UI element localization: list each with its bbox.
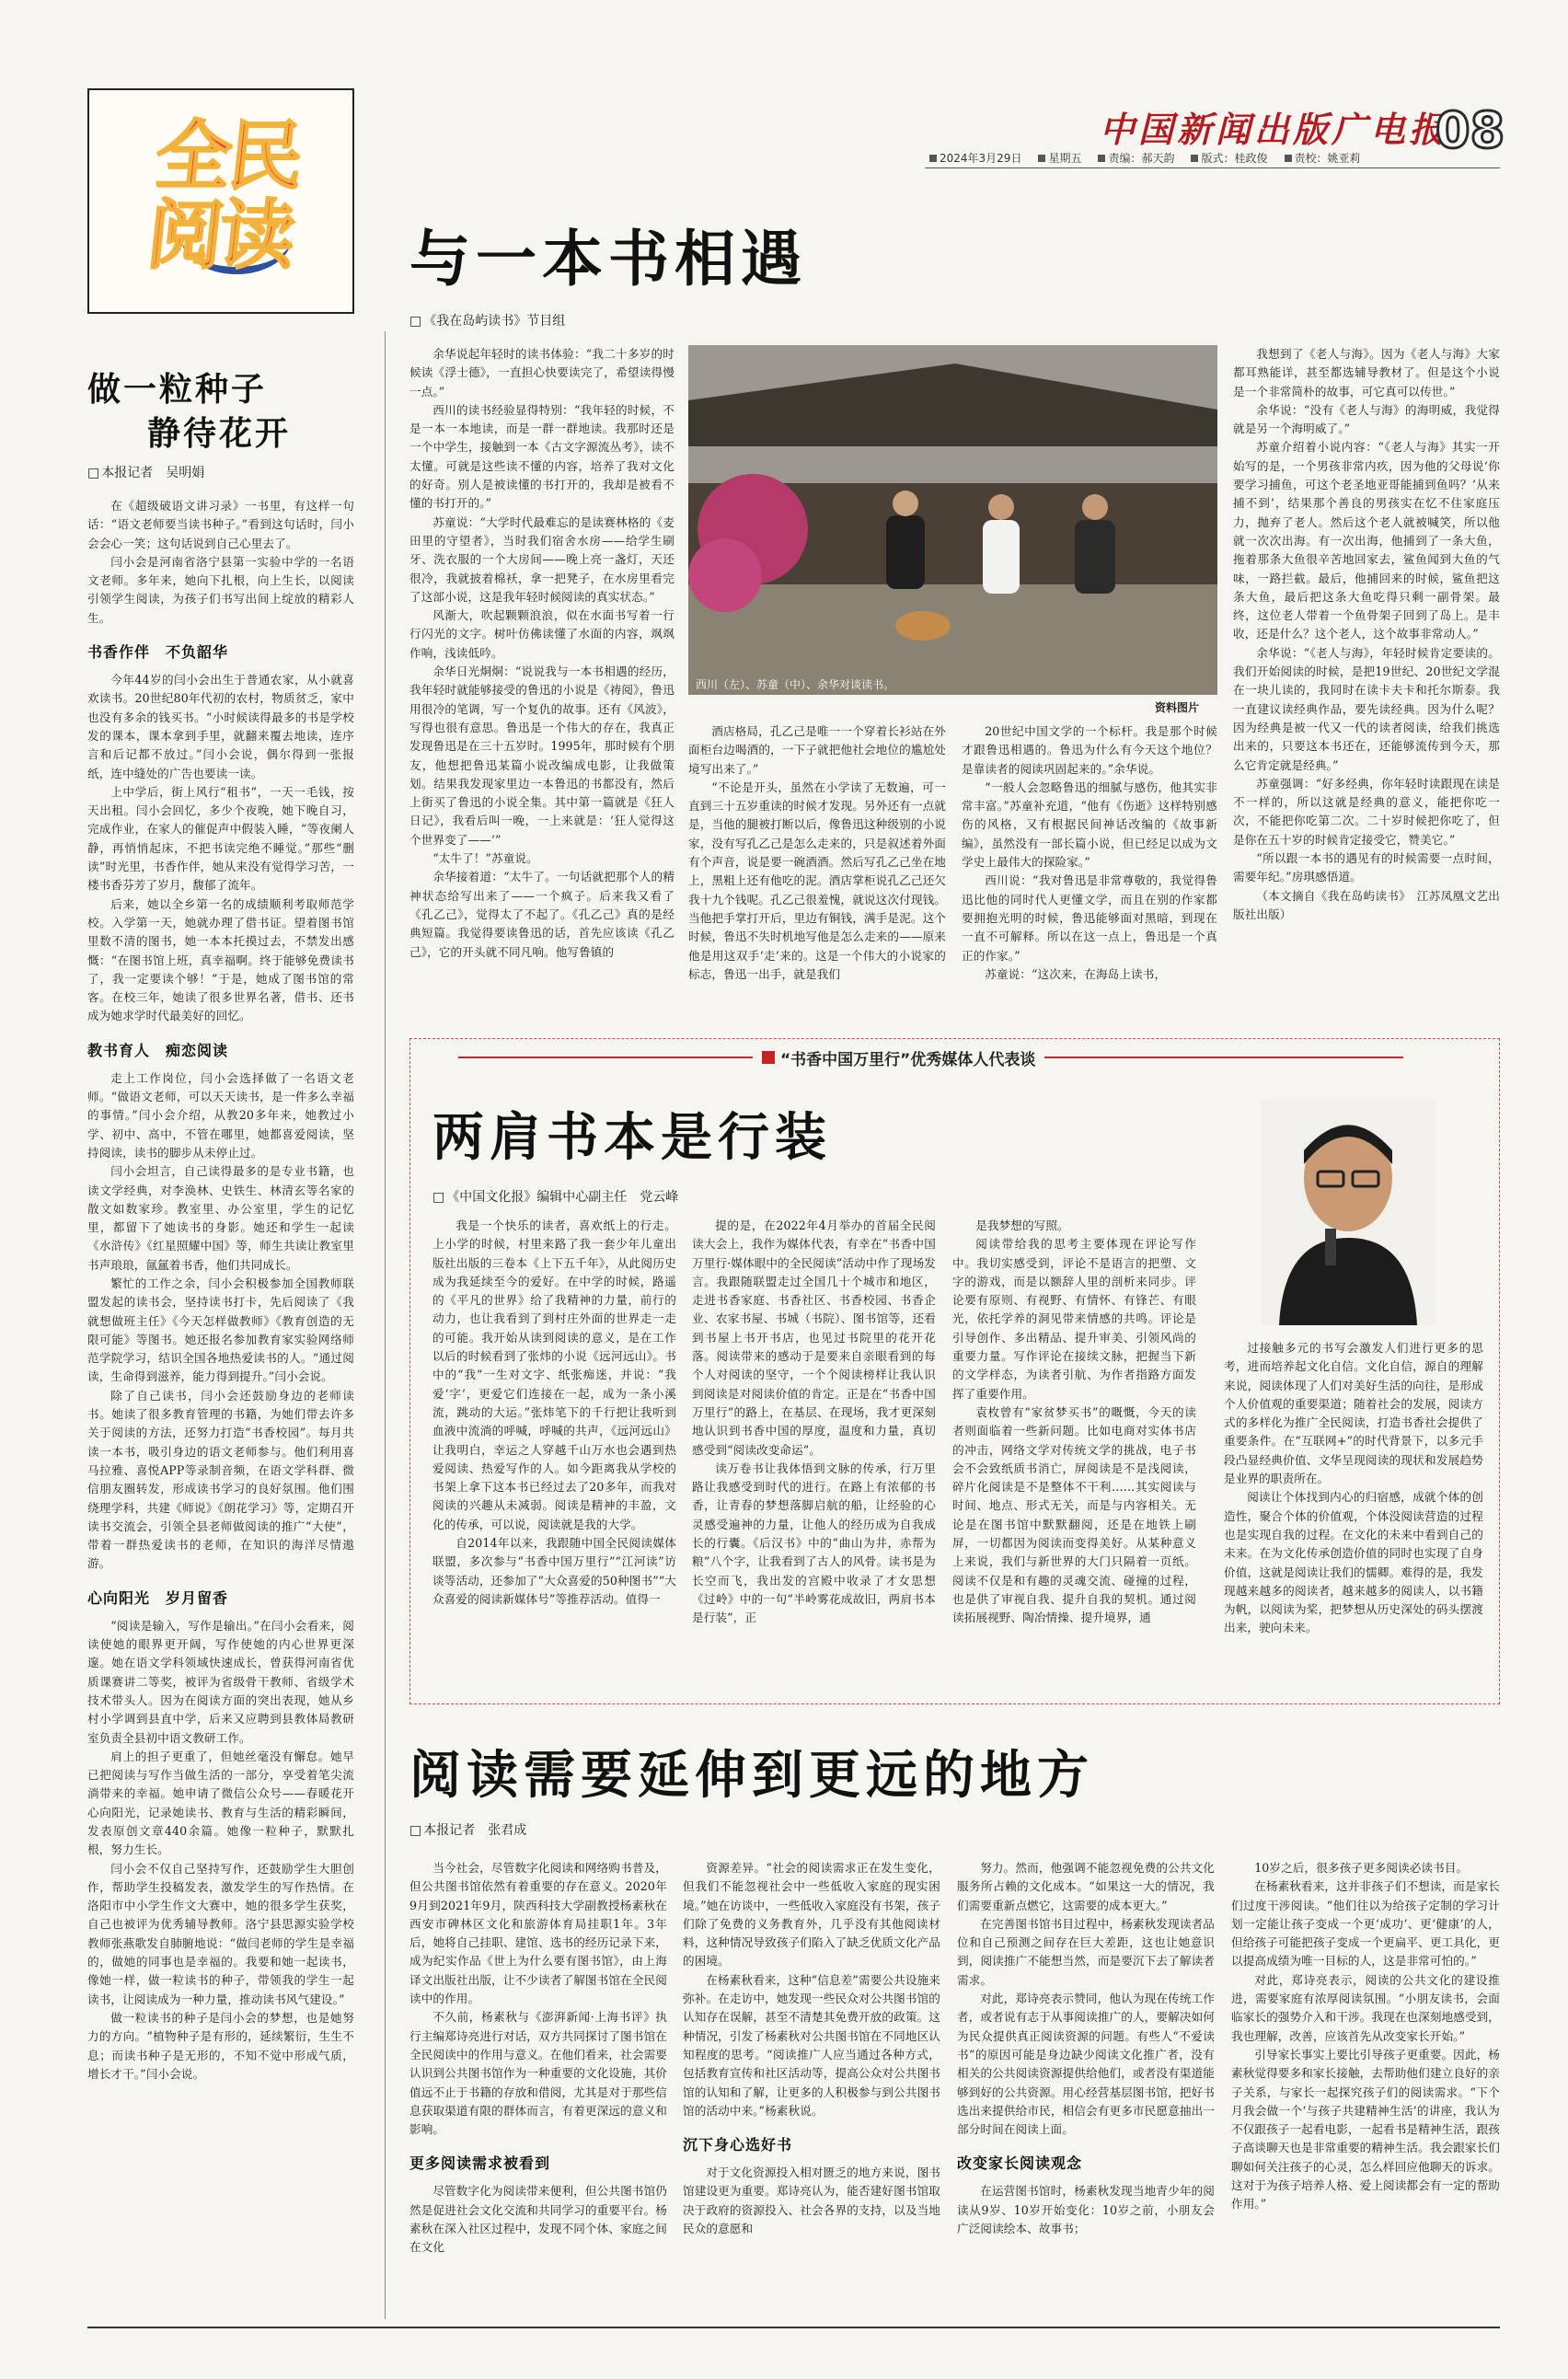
bottom-article-paragraph: 当今社会，尽管数字化阅读和网络购书普及，但公共图书馆依然有着重要的存在意义。2020年9月到2021年9月，陕西科技大学副教授杨素秋在西安市碑林区文化和旅游体育局挂职1年。3年后，她将自己挂职、建馆、选书的经历记录下来，成为纪实作品《世上为什么要有图书馆》，由上海译文出版社出版，让不少读者了解图书馆在全民阅读中的作用。: [409, 1861, 667, 2006]
author-portrait-illustration: [1261, 1100, 1435, 1325]
article-paragraph: 苏童说：“大学时代最难忘的是读赛林格的《麦田里的守望者》，当时我们宿舍水房——给学生刷牙、洗衣服的一个大房间——晚上亮一盏灯，天还很冷，我就披着棉袄，拿一把凳子，在水房里看完了这部小说，这是我年轻时候阅读的真实状态。”: [409, 514, 674, 604]
photo-illustration: [688, 345, 1217, 695]
left-article-paragraph: “阅读是输入，写作是输出。”在闫小会看来，阅读使她的眼界更开阔，写作使她的内心世界更深邃。她在语文学科领域快速成长，曾获得河南省优质课赛讲二等奖，被评为省级骨干教师、省级学术技术带头人。因为在阅读方面的突出表现，她从乡村小学调到县直中学，后来又应聘到县教体局教研室负责全县初中语文教研工作。: [87, 1618, 354, 1745]
left-article-paragraph: 后来，她以全乡第一名的成绩顺利考取师范学校。入学第一天，她就办理了借书证。望着图书馆里数不清的图书，她一本本托摸过去，不禁发出感慨：“在图书馆上班，真幸福啊。终于能够免费读书了，我一定要读个够！”于是，她成了图书馆的常客。在校三年，她读了很多世界名著，借书、还书成为她求学时代最美好的回忆。: [87, 896, 354, 1023]
issue-weekday: 星期五: [1038, 150, 1081, 166]
bottom-article-title: 阅读需要延伸到更远的地方: [409, 1746, 1094, 1806]
issue-info-bar: [929, 149, 1482, 166]
main-article-column-2: [688, 722, 946, 1026]
article-paragraph: 阅读带给我的思考主要体现在评论写作中。我切实感受到，评论不是语言的把塑、文字的游戏，而是以额辞人里的剖析来同步。评论要有原则、有视野、有情怀、有锋芒、有眼光，依托学养的洞见带来情感的共鸣。评论是引导创作、多出精品、提升审美、引领风尚的重要力量。写作评论在接续文脉，把握当下新的文学样态，为读者引航、为作者指路方面发挥了重要作用。: [952, 1237, 1196, 1401]
main-article-title: 与一本书相遇: [409, 224, 807, 294]
article-paragraph: 苏童说：“这次来，在海岛上读书，: [985, 966, 1167, 981]
issue-layout: 版式：桂政俊: [1191, 150, 1267, 166]
left-column-divider: [385, 331, 386, 2319]
main-article-photo: [688, 345, 1217, 695]
article-paragraph: 苏童强调：“好多经典，你年轻时读跟现在读是不一样的，所以这就是经典的意义，能把你吃一次，不能把你吃第二次。二十岁时候把你吃了，但是你在五十岁的时候肯定接受它，赞美它。”: [1233, 776, 1500, 847]
left-article-paragraph: 今年44岁的闫小会出生于普通农家，从小就喜欢读书。20世纪80年代初的农村，物质贫乏，家中也没有多余的钱买书。“小时候读得最多的书是学校发的课本，课本拿到手里，就翻来覆去地读，连序言和后记都不放过。”闫小会说，偶尔得到一张报纸，连中缝处的广告也要读一读。: [87, 673, 354, 780]
bottom-column-1: [409, 1859, 667, 2319]
main-col-1-text: [409, 345, 674, 962]
article-paragraph: 风渐大，吹起颗颗浪浪，似在水面书写着一行行闪光的文字。树叶仿佛读懂了水面的内容，飒飒作响，浅读低吟。: [409, 608, 674, 660]
banner-marker-icon: [762, 1051, 775, 1064]
left-article-title-line2: 静待花开: [147, 415, 292, 453]
article-paragraph: “一般人会忽略鲁迅的细腻与感伤，他其实非常丰富。”苏童补充道，“他有《伤逝》这样特别感伤的风格，又有根据民间神话改编的《故事新编》，虽然没有一部长篇小说，但已经足以成为文学史上最伟大的探险家。”: [962, 780, 1217, 870]
issue-date: 2024年3月29日: [929, 150, 1021, 166]
main-article-column-3: [962, 722, 1217, 1026]
section-logo: [87, 88, 354, 314]
main-col-3-text: [962, 722, 1217, 984]
article-paragraph: 余华日光烔烔：“说说我与一本书相遇的经历，我年轻时就能够接受的鲁迅的小说是《祷阅》，鲁迅用很冷的笔调，写一个复仇的故事。还有《风波》，写得也很有意思。鲁迅是一个伟大的存在，我真正发现鲁迅是在三十五岁时。1995年，那时候有个朋友，他想把鲁迅某篇小说改编成电影，让我做策划。结果我发现家里边一本鲁迅的书都没有，然后上街买了鲁迅的小说全集。其中第一篇就是《狂人日记》，我看后叫一晚，一上来就是：‘狂人觉得这个世界变了——’”: [409, 664, 674, 847]
featured-article-title: 两肩书本是行装: [432, 1108, 832, 1168]
article-paragraph: 苏童介绍着小说内容：“《老人与海》其实一开始写的是，一个男孩非常内疚，因为他的父母说‘你要学习捕鱼，可这个老圣地亚哥能捕到鱼吗？’从来捕不到’，结果那个善良的男孩实在忆不住家庭压力，抛弃了老人。然后这个老人就被喊笑，所以他就一次次出海。有一次出海，他捕到了一条大鱼，拖着那条大鱼很辛苦地回家去，鲨鱼闻到大鱼的气味，一路拦截。最后，他捕回来的时候，鲨鱼把这条大鱼，最后把这条大鱼吃得只剩一副骨架。最终，这位老人带着一个鱼骨架子回到了岛上。是丰收，还是什么？这个老人，这个故事非常动人。”: [1233, 440, 1500, 641]
bottom-article-paragraph: 不久前，杨素秋与《澎湃新闻·上海书评》执行主编郑诗亮进行对话，双方共同探讨了图书馆在全民阅读中的作用与意义。在他们看来，社会需要认识到公共图书馆作为一种重要的文化设施，其价值远不止于书籍的存放和借阅，尤其是对于那些信息获取渠道有限的群体而言，有着更深远的意义和影响。: [409, 2010, 667, 2137]
left-section-heading: 心向阳光 岁月留香: [87, 1588, 229, 1607]
issue-editor: 责编：郝天韵: [1098, 150, 1174, 166]
article-paragraph: “所以跟一本书的遇见有的时候需要一点时间，需要年纪。”房琪感悟道。: [1233, 851, 1500, 884]
left-article-paragraph: 做一粒读书的种子是闫小会的梦想，也是她努力的方向。“植物种子是有形的，延续繁衍，生生不息；而读书种子是无形的，不知不觉中形成气质，增长才干。”闫小会说。: [87, 2010, 354, 2081]
featured-banner-text: “书香中国万里行”优秀媒体人代表谈: [780, 1050, 1036, 1069]
bottom-article-paragraph: 资源差异。“社会的阅读需求正在发生变化，但我们不能忽视社会中一些低收入家庭的现实困境。”她在访谈中，一些低收入家庭没有书架，孩子们除了免费的义务教育外，几乎没有其他阅读材料，这种情况导致孩子们陷入了缺乏优质文化产品的困境。: [683, 1861, 940, 1969]
featured-article-byline: □ 《中国文化报》编辑中心副主任 党云峰: [432, 1187, 678, 1206]
left-article-paragraph: 繁忙的工作之余，闫小会积极参加全国教师联盟发起的读书会，坚持读书打卡，先后阅读了《我就想做班主任》《今天怎样做教师》《教育创造的无限可能》等图书。她还报名参加教育家实验网络师范学院学习，结识全国各地热爱读书的人。“通过阅读，生命得到滋养，能力得到提升。”闫小会说。: [87, 1276, 354, 1384]
header-rule: [925, 167, 1500, 168]
bottom-column-3: [957, 1859, 1215, 2319]
left-article-paragraph: 在《超级破语文讲习录》一书里，有这样一句话：“语文老师要当读书种子。”看到这句话时，闫小会会心一笑；这句话说到自己心里去了。: [87, 499, 354, 550]
article-paragraph: 自2014年以来，我跟随中国全民阅读媒体联盟，多次参与“书香中国万里行”“江河读”访谈等活动，还参加了“大众喜爱的50种图书”“大众喜爱的阅读新媒体号”等推荐活动。值得一: [432, 1536, 676, 1606]
featured-column-1: [432, 1217, 676, 1691]
article-paragraph: “不论是开头，虽然在小学读了无数遍，可一直到三十五岁重读的时候才发现。另外还有一点就是，当他的腿被打断以后，像鲁迅这种级别的小说家，没有写孔乙己是怎么走来的，只是叙述着外面有个声音，说是要一碗酒酒。然后写孔乙己坐在地上，黑粗上还有他吃的泥。酒店掌柜说孔乙己还欠我十九个钱呢。孔乙己很羞愧，就说这次付现钱。当他把手掌打开后，里边有铜钱，满手是泥。这个时候，鲁迅不失时机地写他是怎么走来的——原来他是用这双手‘走’来的。这是一个伟大的小说家的标志，鲁迅一出手，就是我们: [688, 780, 946, 981]
bottom-article-paragraph: 对此，郑诗亮表示赞同，他认为现在传统工作者，或者说有志于从事阅读推广的人，要解决如何为民众提供真正阅读资源的问题。有些人“不爱读书”的原因可能是身边缺少阅读文化推广者，没有相关的公共阅读资源提供给他们，或者没有渠道能够到好的公共资源。用心经营基层图书馆，把好书选出来提供给市民，相信会有更多市民愿意抽出一部分时间在阅读上面。: [957, 1992, 1215, 2137]
article-paragraph: 提的是，在2022年4月举办的首届全民阅读大会上，我作为媒体代表，有幸在“书香中国万里行·媒体眼中的全民阅读”活动中作了现场发言。我跟随联盟走过全国几十个城市和地区，走进书香家庭、书香社区、书香校园、书香企业、农家书屋、书城（书院）、图书馆等，还看到书屋上书开书店，也见过书院里的花开花落。阅读带来的感动于是要来自亲眼看到的每个人对阅读的坚守，一个个阅读榜样让我认识到阅读是对阅读价值的肯定。正是在“书香中国万里行”的路上，在基层、在现场，我才更深刻地认识到书香中国的厚度，温度和力量，真切感受到“阅读改变命运”。: [692, 1218, 936, 1457]
bottom-article-paragraph: 尽管数字化为阅读带来便利，但公共图书馆仍然是促进社会文化交流和共同学习的重要平台。杨素秋在深入社区过程中，发现不同个体、家庭之间在文化: [409, 2184, 667, 2255]
main-col-2-text: [688, 722, 946, 984]
main-article-column-1: [409, 345, 674, 1026]
article-paragraph: 余华说起年轻时的读书体验：“我二十多岁的时候读《浮士德》，一直担心快要读完了，希望读得慢一点。”: [409, 347, 674, 398]
left-article-paragraph: 肩上的担子更重了，但她丝毫没有懈怠。她早已把阅读与写作当做生活的一部分，享受着笔尖流淌带来的幸福。她申请了微信公众号——春暖花开心向阳光，记录她读书、教育与生活的精彩瞬间，发表原创文章440余篇。她像一粒种子，默默扎根，努力生长。: [87, 1749, 354, 1857]
page-number: 08: [1435, 101, 1505, 159]
bottom-article-paragraph: 10岁之后，很多孩子更多阅读必读书目。: [1254, 1861, 1469, 1875]
main-article-column-4: [1233, 345, 1500, 1026]
bottom-col-4-text: [1231, 1859, 1500, 2214]
article-paragraph: 袁枚曾有“家贫梦买书”的嘅慨，今天的读者则面临着一些新问题。比如电商对实体书店的冲击，网络文学对传统文学的挑战，电子书会不会致纸质书消亡，屏阅读是不是浅阅读，碎片化阅读是不是整体不干利……其实阅读与时间、地点、形式无关，而是与内容相关。无论是在图书馆中默默翻阅，还是在地铁上刷屏，一切都因为阅读而变得美好。从某种意义上来说，我们与新世界的大门只隔着一页纸。阅读不仅是和有趣的灵魂交流、碰撞的过程，也是供了审视自我、提升自我的契机。通过阅读拓展视野、陶冶情操、提升境界，通: [952, 1404, 1196, 1625]
left-article-sections: [87, 497, 354, 2084]
main-article-byline: □ 《我在岛屿读书》节目组: [409, 311, 565, 329]
left-article-byline: □ 本报记者 吴明娟: [87, 463, 204, 481]
photo-credit: 资料图片: [1155, 701, 1200, 714]
article-paragraph: 酒店格局，孔乙己是唯一一个穿着长衫站在外面柜台边喝酒的，一下子就把他社会地位的尴尬处境写出来了。”: [688, 724, 946, 776]
featured-column-3: [952, 1217, 1196, 1691]
left-section-heading: 教书育人 痴恋阅读: [87, 1041, 229, 1059]
article-paragraph: 余华接着道：“太牛了。一句话就把那个人的精神状态给写出来了——一个疯子。后来我又看了《孔乙己》，觉得太了不起了。《孔乙己》真的是经典短篇。我觉得要读鲁迅的话，首先应该读《孔乙己》，它的开头就不同凡响。他写鲁镇的: [409, 870, 674, 959]
featured-col-1-text: [432, 1217, 676, 1609]
featured-col-3-text: [952, 1217, 1196, 1628]
page-bottom-rule: [87, 2327, 1500, 2328]
featured-col-4-text: [1224, 1339, 1483, 1638]
bottom-article-paragraph: 在杨素秋看来，这种“信息差”需要公共设施来弥补。在走访中，她发现一些民众对公共图书馆的认知存在误解，甚至不清楚其免费开放的政策。这种情况，引发了杨素秋对公共图书馆在不同地区认知程度的思考。“阅读推广人应当通过各种方式，包括教育宣传和社区活动等，提高公众对公共图书馆的认知和了解，让更多的人积极参与到公共图书馆的活动中来。”杨素秋说。: [683, 1972, 940, 2118]
bottom-article-paragraph: 在杨素秋看来，这并非孩子们不想读，而是家长们过度干涉阅读。“他们往以为给孩子定制的学习计划一定能让孩子变成一个更‘成功’、更‘健康’的人，但给孩子可能把孩子变成一个更扁平、更工具化，更以提高成绩为唯一目标的人，这是非常可怕的。”: [1231, 1879, 1500, 1969]
article-paragraph: 读万卷书让我体悟到文脉的传承，行万里路让我感受到时代的进行。在路上有浓郁的书香，让青春的梦想落脚启航的船，让经验的心灵感受遍神的力量，让他人的经历成为自我成长的行囊。《后汉书》中的“曲山为井，赤帮为粮”八个字，让我看到了古人的风骨。读书是为长空而飞，我出发的宫殿中收录了才女思想《过岭》中的一句“半岭雾花成故旧，两肩书本是行装”，正: [692, 1461, 936, 1625]
article-paragraph: 我想到了《老人与海》。因为《老人与海》大家都耳熟能详，甚至都选辅导教材了。但是这个小说是一个非常简朴的故事，可它真可以传世。”: [1233, 347, 1500, 398]
left-article-paragraph: 闫小会不仅自己坚持写作，还鼓励学生大胆创作，帮助学生投稿发表，激发学生的写作热情。在洛阳市中小学生作文大赛中，她的很多学生获奖，自己也被评为优秀辅导教师。洛宁县思源实验学校教师张燕歌发自肺腑地说：“做闫老师的学生是幸福的，做她的同事也是幸福的。我要和她一起读书，像她一样，做一粒读书的种子，带领我的学生一起读书，让阅读成为一种力量，推动读书风气建设。”: [87, 1861, 354, 2006]
bottom-column-4: [1231, 1859, 1500, 2319]
left-section-heading: 书香作伴 不负韶华: [87, 643, 229, 662]
left-article-paragraph: 闫小会是河南省洛宁县第一实验中学的一名语文老师。多年来，她向下扎根，向上生长，以阅读引领学生阅读，为孩子们书写出间上绽放的精彩人生。: [87, 554, 354, 625]
bottom-col-1-text: [409, 1859, 667, 2258]
main-col-4-text: [1233, 345, 1500, 924]
article-paragraph: 西川说：“我对鲁迅是非常尊敬的，我觉得鲁迅比他的同时代人更懂文学，而且在别的作家都要拥抱光明的时候，鲁迅能够面对黑暗，到现在一直不可解释。所以在这一点上，鲁迅是一个真正的作家。”: [962, 873, 1217, 963]
left-article-paragraph: 走上工作岗位，闫小会选择做了一名语文老师。“做语文老师，可以天天读书，是一件多么幸福的事情。”闫小会介绍，从教20多年来，她教过小学、初中、高中，不管在哪里，她都喜爱阅读，坚持阅读，读书的脚步从未停止过。: [87, 1070, 354, 1160]
left-article-body: [87, 497, 354, 2324]
bottom-article-paragraph: 引导家长事实上要比引导孩子更重要。因此，杨素秋觉得要多和家长接触，去帮助他们建立良好的亲子关系，与家长一起探究孩子们的阅读需求。“下个月我会做一个‘与孩子共建精神生活’的讲座，我认为不仅跟孩子一起看电影，一起看书是精神生活，跟孩子高谈聊天也是非常重要的精神生活。我会跟家长们聊如何关注孩子的心灵，怎么样回应他聊天的诉求。这对于为孩子培养人格、爱上阅读都会有一定的帮助作用。”: [1231, 2047, 1500, 2212]
bottom-section-heading: 更多阅读需求被看到: [409, 2154, 551, 2173]
featured-banner: [762, 1047, 1035, 1068]
article-paragraph: 余华说：“没有《老人与海》的海明威，我觉得就是另一个海明威了。”: [1233, 402, 1500, 436]
left-article-paragraph: 上中学后，街上风行“租书”，一天一毛钱，按天出租。闫小会回忆，多少个夜晚，她下晚自习，完成作业，在家人的催促声中假装入睡，“等夜阑人静，再悄悄起床，不把书读完绝不睡觉。”那些“删读”时光里，书香作伴，她从来没有觉得学习苦，一楼书香芬芳了岁月，馥郁了流年。: [87, 784, 354, 893]
section-logo-text: 全民阅读: [143, 113, 305, 280]
bottom-section-heading: 改变家长阅读观念: [957, 2154, 1083, 2173]
bottom-col-2-text: [683, 1859, 940, 2238]
left-article-title-line1: 做一粒种子: [87, 371, 268, 409]
bottom-section-heading: 沉下身心选好书: [683, 2136, 793, 2154]
bottom-article-paragraph: 努力。然而，他强调不能忽视免费的公共文化服务所占赖的文化成本。“如果这一大的情况，我们需要重新点燃它，这需要的成本更大。”: [957, 1861, 1215, 1912]
article-paragraph: 阅读让个体找到内心的归宿感，成就个体的创造性，聚合个体的价值观，个体没阅读营造的过程也是实现自我的过程。在文化的未来中看到自己的未来。在为文化传承创造价值的同时也实现了自身价值，这就是阅读让我们的懦卿。难得的是，我发现越来越多的阅读者，越来越多的阅读人，以书籍为帆，以阅读为桨，把梦想从历史深处的码头摆渡出来，驶向未来。: [1224, 1490, 1483, 1635]
bottom-article-byline: □ 本报记者 张君成: [409, 1820, 526, 1839]
article-paragraph: 西川的读书经验显得特别：“我年轻的时候，不是一本一本地读，而是一群一群地读。我那时还是一个中学生，接触到一本《古文字源流丛考》，读不太懂。可就是这些读不懂的内容，培养了我对文化的好奇。别人是被读懂的书打开的，我却是被看不懂的书打开的。”: [409, 402, 674, 511]
article-paragraph: “太牛了！”苏童说。: [432, 851, 538, 866]
bottom-article-paragraph: 对此，郑诗亮表示，阅读的公共文化的建设推进，需要家庭有浓厚阅读氛围。“小朋友读书，会面临家长的强势介入和干涉。我现在也深刻地感受到，我也理解，改善，应该首先从改变家长开始。”: [1231, 1972, 1500, 2043]
article-paragraph: （本文摘自《我在岛屿读书》 江苏凤凰文艺出版社出版）: [1233, 888, 1500, 921]
left-article-paragraph: 闫小会坦言，自己读得最多的是专业书籍，也读文学经典，对李涣林、史铁生、林清玄等名家的散文如数家珍。教室里、办公室里，学生的记忆里，都留下了她读书的身影。她还和学生一起读《水浒传》《红星照耀中国》等，师生共读让教室里书声琅琅，氤氲着书香，他们共同成长。: [87, 1164, 354, 1272]
article-paragraph: 20世纪中国文学的一个标杆。我是那个时候才跟鲁迅相遇的。鲁迅为什么有今天这个地位？是靠读者的阅读巩固起来的。”余华说。: [962, 724, 1217, 776]
article-paragraph: 过接触多元的书写会激发人们进行更多的思考，进而培养起文化自信。文化自信，源自的理解来说，阅读体现了人们对美好生活的向往，是形成个人价值观的重要渠道；随着社会的发展，阅读方式的多样化为推广全民阅读，打造书香社会提供了重要条件。在“互联网+”的时代背景下，以多元手段凸显经典价值、文华呈现阅读的现状和发展趋势是业界的职责所在。: [1224, 1341, 1483, 1486]
article-paragraph: 余华说：“《老人与海》，年轻时候肯定要读的。我们开始阅读的时候，是把19世纪、20世纪文学混在一块儿读的，我同时在读卡夫卡和托尔斯泰。我一直建议读经典作品，要先读经典。因为什么呢？因为经典是被一代又一代的读者阅读，给我们挑选出来的，只要这本书还在，还能够流传到今天，那么它肯定就是经典。”: [1233, 645, 1500, 772]
article-paragraph: 我是一个快乐的读者，喜欢纸上的行走。上小学的时候，村里来路了我一套少年儿童出版社出版的三卷本《上下五千年》，从此阅历史成为我延续至今的爱好。在中学的时候，路遥的《平凡的世界》给了我精神的力量，前行的动力，也让我看到了到村庄外面的世界走一走的可能。我开始从读到阅读的意义，是在工作以后的时候看到了张炜的小说《远河远山》。书中的“我”一生对文字、纸张痴迷，并说：“我爱‘字’，更爱它们连接在一起，成为一条小溪流，跳动的大运。”张炜笔下的千行把让我听到血液中流淌的呼喊，呼喊的共声，《远河远山》让我明白，幸运之人穿越千山万水也会遇到热爱阅读、热爱写作的人。如今距离我从学校的书架上拿下这本书已经过去了20多年，而我对阅读的兴趣从未减弱。阅读是精神的丰盈，文化的传承，可以说，阅读就是我的大学。: [432, 1218, 676, 1531]
bottom-article-paragraph: 对于文化资源投入相对匮乏的地方来说，图书馆建设更为重要。郑诗亮认为，能否建好图书馆取决于政府的资源投入、社会各界的支持，以及当地民众的意愿和: [683, 2165, 940, 2236]
newspaper-masthead: 中国新闻出版广电报: [1100, 109, 1448, 150]
featured-column-4: [1224, 1339, 1483, 1691]
left-article-paragraph: 除了自己读书，闫小会还鼓励身边的老师读书。她读了很多教育管理的书籍，为她们带去许多关于阅读的方法，还努力打造“书香校园”。每月共读一本书，吸引身边的语文老师参与。他们利用喜马拉雅、喜悦APP等录制音频，在语文学科群、微信朋友圈转发，形成读书学习的良好氛围。他们围绕理学科，共建《师说》《朗花学习》等，定期召开读书交流会，引领全县老师做阅读的推广“大使”，带着一群热爱读书的老师，在知识的海洋尽情遨游。: [87, 1388, 354, 1571]
bottom-article-paragraph: 在完善图书馆书目过程中，杨素秋发现读者品位和自己预测之间存在巨大差距，这也让她意识到，阅读推广不能想当然，而是要沉下去了解读者需求。: [957, 1916, 1215, 1987]
issue-proof: 责校：姚亚莉: [1285, 150, 1361, 166]
bottom-column-2: [683, 1859, 940, 2319]
author-portrait: [1261, 1100, 1435, 1325]
featured-col-2-text: [692, 1217, 936, 1628]
bottom-col-3-text: [957, 1859, 1215, 2238]
bottom-article-paragraph: 在运营图书馆时，杨素秋发现当地青少年的阅读从9岁、10岁开始变化：10岁之前，小朋友会广泛阅读绘本、故事书；: [957, 2184, 1215, 2236]
photo-caption: 西川（左）、苏童（中）、余华对谈读书。: [696, 678, 895, 691]
featured-column-2: [692, 1217, 936, 1691]
article-paragraph: 是我梦想的写照。: [975, 1218, 1069, 1232]
